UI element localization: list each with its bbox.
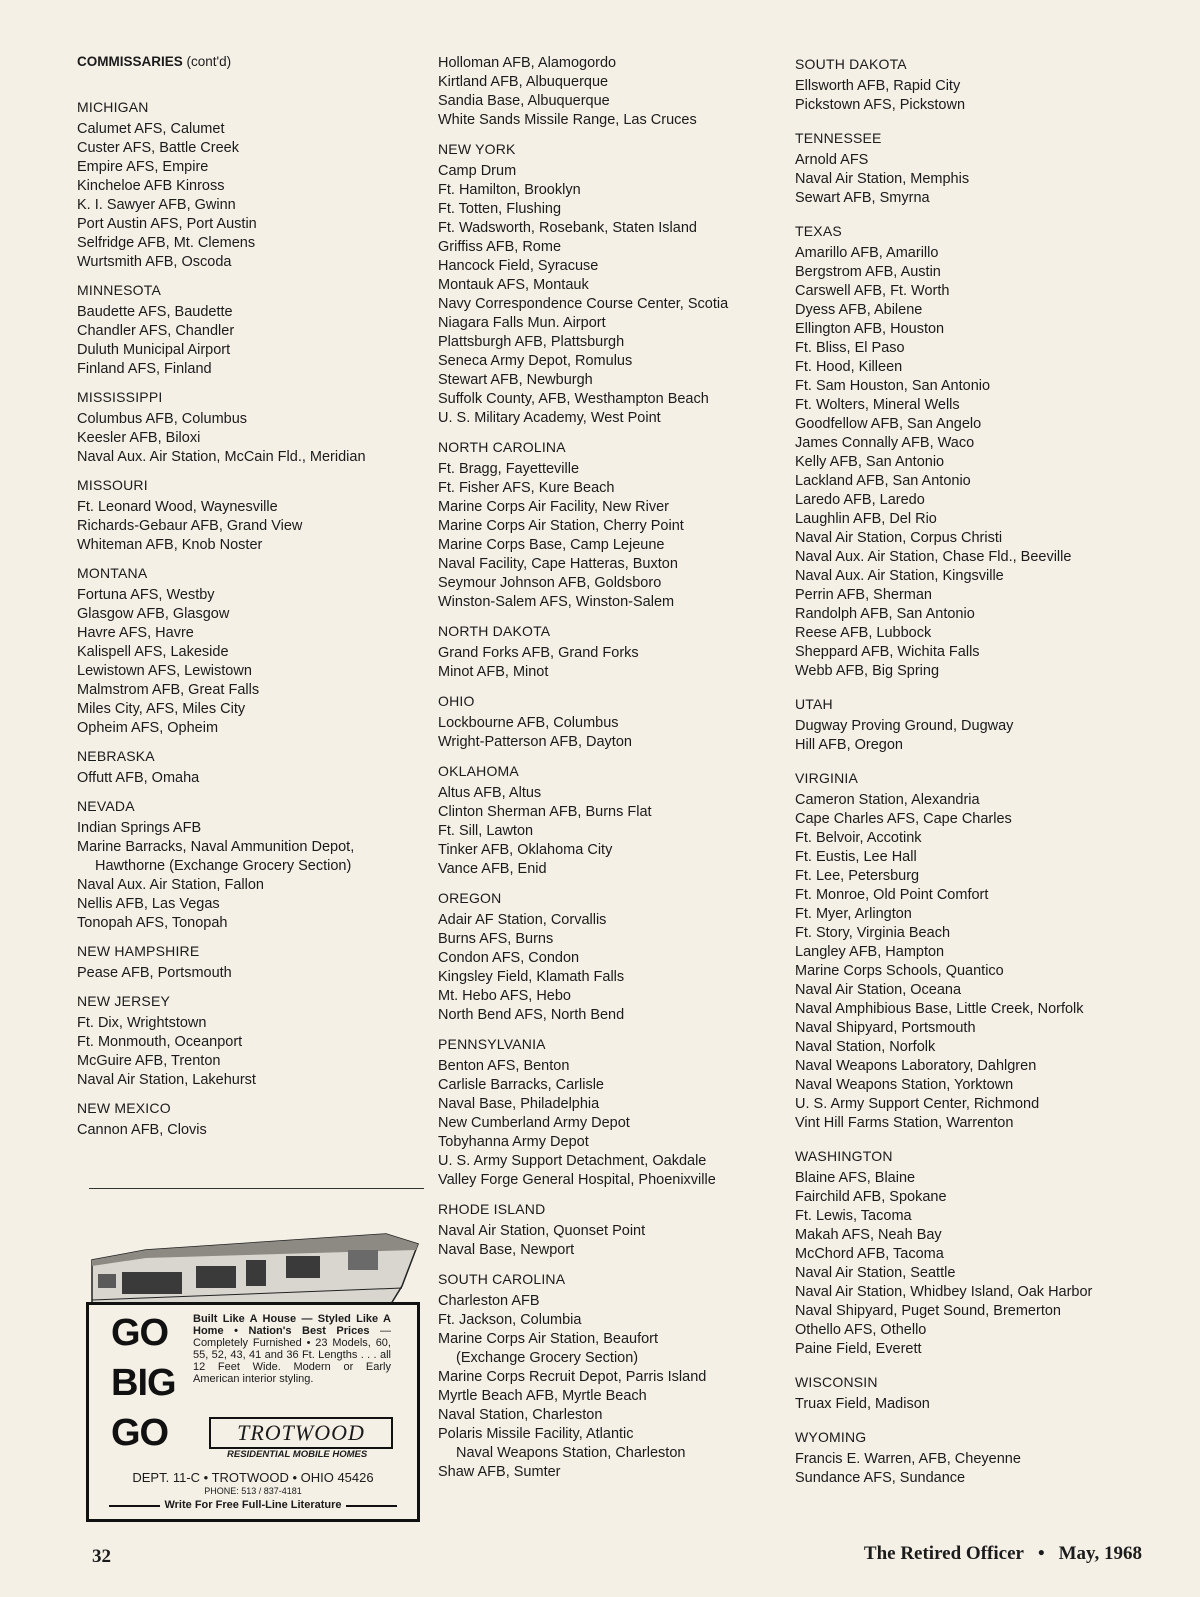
commissary-entry: Charleston AFB: [438, 1293, 540, 1309]
page-title-text: COMMISSARIES: [77, 54, 183, 69]
state-section: [438, 437, 783, 612]
publication-name: The Retired Officer: [863, 1543, 1024, 1564]
commissary-entry: Marine Corps Air Station, Beaufort: [438, 1331, 659, 1347]
state-section: [795, 1427, 1180, 1488]
commissary-entry: Perrin AFB, Sherman: [795, 587, 932, 603]
brand-subtitle: RESIDENTIAL MOBILE HOMES: [227, 1449, 368, 1460]
commissary-entry: Sheppard AFB, Wichita Falls: [795, 644, 980, 660]
brand-name: TROTWOOD: [209, 1417, 393, 1449]
commissary-entry: North Bend AFS, North Bend: [438, 1007, 625, 1023]
commissary-entry: U. S. Army Support Detachment, Oakdale: [438, 1153, 707, 1169]
commissary-entry: Ft. Leonard Wood, Waynesville: [77, 499, 278, 515]
commissary-entry: Suffolk County, AFB, Westhampton Beach: [438, 391, 709, 407]
commissary-entry: Truax Field, Madison: [795, 1396, 930, 1412]
commissary-entry: Stewart AFB, Newburgh: [438, 372, 593, 388]
commissary-entry: Keesler AFB, Biloxi: [77, 430, 201, 446]
commissary-entry: Benton AFS, Benton: [438, 1058, 570, 1074]
commissary-entry: Kelly AFB, San Antonio: [795, 454, 945, 470]
state-section: [77, 280, 422, 379]
publication-footer: [864, 1543, 1142, 1565]
commissary-entry: McChord AFB, Tacoma: [795, 1246, 944, 1262]
state-section: [438, 1199, 783, 1260]
commissary-entry: Tonopah AFS, Tonopah: [77, 915, 228, 931]
commissary-entry: McGuire AFB, Trenton: [77, 1053, 221, 1069]
state-section: [795, 768, 1180, 1133]
state-section: [77, 796, 422, 933]
column-2: [438, 54, 783, 1491]
commissary-entry: Columbus AFB, Columbus: [77, 411, 248, 427]
commissary-entry: Marine Corps Air Station, Cherry Point: [438, 518, 684, 534]
commissary-entry: Hancock Field, Syracuse: [438, 258, 599, 274]
commissary-entry: Kincheloe AFB Kinross: [77, 178, 225, 194]
commissary-entry: Clinton Sherman AFB, Burns Flat: [438, 804, 652, 820]
commissary-entry: Paine Field, Everett: [795, 1341, 922, 1357]
state-heading: WASHINGTON: [795, 1148, 893, 1164]
commissary-entry: James Connally AFB, Waco: [795, 435, 975, 451]
commissary-entry: Polaris Missile Facility, Atlantic: [438, 1426, 634, 1442]
commissary-entry: Ft. Dix, Wrightstown: [77, 1015, 207, 1031]
state-heading: NEBRASKA: [77, 748, 155, 764]
state-heading: PENNSYLVANIA: [438, 1036, 546, 1052]
trotwood-advertisement: [86, 1220, 426, 1526]
state-section: [438, 621, 783, 682]
state-heading: OREGON: [438, 890, 502, 906]
state-section: [438, 888, 783, 1025]
state-heading: NORTH DAKOTA: [438, 623, 551, 639]
commissary-entry: Marine Corps Air Facility, New River: [438, 499, 669, 515]
commissary-entry: Sewart AFB, Smyrna: [795, 190, 930, 206]
commissary-entry: New Cumberland Army Depot: [438, 1115, 630, 1131]
commissary-entry: Miles City, AFS, Miles City: [77, 701, 246, 717]
commissary-entry: Minot AFB, Minot: [438, 664, 549, 680]
commissary-entry: Offutt AFB, Omaha: [77, 770, 200, 786]
commissary-entry: Calumet AFS, Calumet: [77, 121, 225, 137]
commissary-entry: Tinker AFB, Oklahoma City: [438, 842, 613, 858]
commissary-entry: Griffiss AFB, Rome: [438, 239, 562, 255]
commissary-entry: Camp Drum: [438, 163, 517, 179]
commissary-entry: Altus AFB, Altus: [438, 785, 542, 801]
commissary-entry: Ft. Totten, Flushing: [438, 201, 562, 217]
commissary-entry: Niagara Falls Mun. Airport: [438, 315, 606, 331]
commissary-entry: White Sands Missile Range, Las Cruces: [438, 112, 697, 128]
state-heading: MISSOURI: [77, 477, 148, 493]
commissary-entry: Amarillo AFB, Amarillo: [795, 245, 939, 261]
commissary-entry: Condon AFS, Condon: [438, 950, 580, 966]
commissary-entry: Lackland AFB, San Antonio: [795, 473, 971, 489]
state-heading: OHIO: [438, 693, 475, 709]
commissary-entry: Ft. Myer, Arlington: [795, 906, 912, 922]
commissary-entry: Carlisle Barracks, Carlisle: [438, 1077, 604, 1093]
state-section: [77, 475, 422, 555]
state-heading: NORTH CAROLINA: [438, 439, 566, 455]
commissary-entry: Glasgow AFB, Glasgow: [77, 606, 230, 622]
advertisement-box: [86, 1302, 420, 1522]
commissary-entry: Marine Corps Recruit Depot, Parris Island: [438, 1369, 707, 1385]
commissary-entry: Plattsburgh AFB, Plattsburgh: [438, 334, 625, 350]
state-heading: SOUTH CAROLINA: [438, 1271, 566, 1287]
commissary-entry: U. S. Military Academy, West Point: [438, 410, 661, 426]
state-heading: TENNESSEE: [795, 130, 882, 146]
column-3: [795, 54, 1180, 1501]
commissary-entry: Ft. Monroe, Old Point Comfort: [795, 887, 989, 903]
commissary-entry: Dyess AFB, Abilene: [795, 302, 923, 318]
commissary-entry: Duluth Municipal Airport: [77, 342, 231, 358]
commissary-entry: Laughlin AFB, Del Rio: [795, 511, 937, 527]
commissary-entry: Makah AFS, Neah Bay: [795, 1227, 942, 1243]
state-heading: RHODE ISLAND: [438, 1201, 546, 1217]
publication-date: May, 1968: [1058, 1543, 1142, 1564]
commissary-entry: Lockbourne AFB, Columbus: [438, 715, 619, 731]
ad-copy: [193, 1313, 391, 1385]
commissary-entry: Goodfellow AFB, San Angelo: [795, 416, 982, 432]
divider-rule: [89, 1188, 424, 1189]
state-heading: VIRGINIA: [795, 770, 859, 786]
state-heading: UTAH: [795, 696, 833, 712]
commissary-entry: Holloman AFB, Alamogordo: [438, 55, 617, 71]
commissary-entry: Ft. Lee, Petersburg: [795, 868, 920, 884]
commissary-entry: Randolph AFB, San Antonio: [795, 606, 975, 622]
commissary-entry: Seymour Johnson AFB, Goldsboro: [438, 575, 662, 591]
commissary-entry: Kalispell AFS, Lakeside: [77, 644, 229, 660]
state-heading: SOUTH DAKOTA: [795, 56, 907, 72]
state-section: [77, 387, 422, 467]
commissary-entry: Naval Weapons Laboratory, Dahlgren: [795, 1058, 1037, 1074]
commissary-entry: Ft. Wadsworth, Rosebank, Staten Island: [438, 220, 697, 236]
commissary-entry: Naval Station, Norfolk: [795, 1039, 936, 1055]
ad-copy-body: — Completely Furnished • 23 Models, 60, 55, 52, 43, 41 and 36 Ft. Lengths . . . all 12 Feet Wide. Modern or Early American interior styling.: [193, 1325, 391, 1385]
commissary-entry: Naval Air Station, Lakehurst: [77, 1072, 256, 1088]
commissary-entry: Ellsworth AFB, Rapid City: [795, 78, 961, 94]
commissary-entry: Kirtland AFB, Albuquerque: [438, 74, 609, 90]
column-1-sections: [77, 97, 422, 1140]
commissary-entry: Selfridge AFB, Mt. Clemens: [77, 235, 256, 251]
commissary-entry: Naval Base, Newport: [438, 1242, 575, 1258]
page-title: [77, 54, 422, 69]
commissary-entry: Valley Forge General Hospital, Phoenixville: [438, 1172, 716, 1188]
commissary-entry: Naval Base, Philadelphia: [438, 1096, 600, 1112]
commissary-entry: Ft. Bragg, Fayetteville: [438, 461, 580, 477]
commissary-entry: Pickstown AFS, Pickstown: [795, 97, 966, 113]
commissary-entry: Cannon AFB, Clovis: [77, 1122, 207, 1138]
state-heading: OKLAHOMA: [438, 763, 519, 779]
column-2-sections: [438, 54, 783, 1482]
commissary-entry: Naval Aux. Air Station, McCain Fld., Meridian: [77, 449, 366, 465]
commissary-entry: Ft. Monmouth, Oceanport: [77, 1034, 243, 1050]
commissary-entry: Naval Aux. Air Station, Fallon: [77, 877, 264, 893]
commissary-entry: Naval Weapons Station, Charleston: [456, 1445, 686, 1461]
commissary-entry: U. S. Army Support Center, Richmond: [795, 1096, 1040, 1112]
commissary-entry: Ft. Hamilton, Brooklyn: [438, 182, 581, 198]
commissary-entry: Fairchild AFB, Spokane: [795, 1189, 947, 1205]
commissary-entry: Tobyhanna Army Depot: [438, 1134, 589, 1150]
commissary-entry: Ft. Lewis, Tacoma: [795, 1208, 912, 1224]
commissary-entry: Arnold AFS: [795, 152, 869, 168]
commissary-entry: Naval Air Station, Seattle: [795, 1265, 956, 1281]
commissary-entry: Adair AF Station, Corvallis: [438, 912, 607, 928]
state-section: [795, 1146, 1180, 1359]
state-heading: MINNESOTA: [77, 282, 161, 298]
state-heading: NEW YORK: [438, 141, 516, 157]
state-section: [77, 746, 422, 788]
commissary-entry: Naval Air Station, Quonset Point: [438, 1223, 646, 1239]
commissary-entry: Myrtle Beach AFB, Myrtle Beach: [438, 1388, 647, 1404]
state-heading: MICHIGAN: [77, 99, 149, 115]
commissary-entry: Ft. Hood, Killeen: [795, 359, 903, 375]
state-section: [77, 97, 422, 272]
ad-write-text: Write For Free Full-Line Literature: [160, 1499, 345, 1511]
state-heading: MONTANA: [77, 565, 148, 581]
commissary-entry: Port Austin AFS, Port Austin: [77, 216, 257, 232]
commissary-entry: Langley AFB, Hampton: [795, 944, 945, 960]
commissary-entry: Ft. Eustis, Lee Hall: [795, 849, 917, 865]
commissary-entry: Carswell AFB, Ft. Worth: [795, 283, 950, 299]
commissary-entry: Naval Air Station, Oceana: [795, 982, 962, 998]
state-section: [438, 54, 783, 130]
ad-write: [89, 1499, 417, 1511]
commissary-entry: Ft. Belvoir, Accotink: [795, 830, 922, 846]
page-title-cont: (cont'd): [186, 54, 232, 69]
commissary-entry: Grand Forks AFB, Grand Forks: [438, 645, 639, 661]
commissary-entry: Whiteman AFB, Knob Noster: [77, 537, 263, 553]
footer-bullet-icon: •: [1037, 1543, 1045, 1564]
column-3-sections: [795, 54, 1180, 1488]
state-section: [77, 991, 422, 1090]
commissary-entry: Shaw AFB, Sumter: [438, 1464, 561, 1480]
commissary-entry: Ft. Story, Virginia Beach: [795, 925, 951, 941]
commissary-entry: Ft. Bliss, El Paso: [795, 340, 905, 356]
commissary-entry: Richards-Gebaur AFB, Grand View: [77, 518, 303, 534]
commissary-entry: Ellington AFB, Houston: [795, 321, 945, 337]
state-heading: NEW JERSEY: [77, 993, 171, 1009]
commissary-entry: Ft. Sam Houston, San Antonio: [795, 378, 991, 394]
page-number: 32: [92, 1546, 111, 1567]
commissary-entry: (Exchange Grocery Section): [456, 1350, 639, 1366]
commissary-entry: Chandler AFS, Chandler: [77, 323, 235, 339]
commissary-entry: Othello AFS, Othello: [795, 1322, 927, 1338]
commissary-entry: Ft. Wolters, Mineral Wells: [795, 397, 960, 413]
commissary-entry: Laredo AFB, Laredo: [795, 492, 925, 508]
state-section: [77, 941, 422, 983]
commissary-entry: Naval Amphibious Base, Little Creek, Norfolk: [795, 1001, 1084, 1017]
commissary-entry: Naval Air Station, Corpus Christi: [795, 530, 1003, 546]
state-heading: WISCONSIN: [795, 1374, 878, 1390]
commissary-entry: Malmstrom AFB, Great Falls: [77, 682, 260, 698]
ad-address: DEPT. 11-C • TROTWOOD • OHIO 45426: [132, 1470, 374, 1485]
commissary-entry: Naval Shipyard, Portsmouth: [795, 1020, 976, 1036]
commissary-entry: Ft. Fisher AFS, Kure Beach: [438, 480, 615, 496]
commissary-entry: Indian Springs AFB: [77, 820, 202, 836]
commissary-entry: Naval Air Station, Whidbey Island, Oak Harbor: [795, 1284, 1093, 1300]
commissary-entry: Havre AFS, Havre: [77, 625, 194, 641]
commissary-entry: Burns AFS, Burns: [438, 931, 554, 947]
commissary-entry: Navy Correspondence Course Center, Scotia: [438, 296, 729, 312]
state-heading: NEVADA: [77, 798, 135, 814]
state-section: [795, 54, 1180, 115]
commissary-entry: Marine Barracks, Naval Ammunition Depot,: [77, 839, 355, 855]
commissary-entry: Naval Shipyard, Puget Sound, Bremerton: [795, 1303, 1061, 1319]
commissary-entry: Wurtsmith AFB, Oscoda: [77, 254, 232, 270]
commissary-entry: Ft. Jackson, Columbia: [438, 1312, 582, 1328]
state-section: [795, 128, 1180, 208]
state-section: [795, 221, 1180, 681]
state-section: [77, 1098, 422, 1140]
state-section: [795, 1372, 1180, 1414]
column-1: [77, 54, 422, 1148]
ad-copy-headline: Built Like A House — Styled Like A Home • Nation's Best Prices: [193, 1313, 391, 1337]
commissary-entry: Mt. Hebo AFS, Hebo: [438, 988, 571, 1004]
state-heading: WYOMING: [795, 1429, 867, 1445]
state-heading: NEW MEXICO: [77, 1100, 171, 1116]
commissary-entry: Opheim AFS, Opheim: [77, 720, 219, 736]
commissary-entry: Dugway Proving Ground, Dugway: [795, 718, 1014, 734]
state-section: [438, 761, 783, 879]
state-section: [795, 694, 1180, 755]
trotwood-logo: [193, 1415, 393, 1461]
commissary-entry: Bergstrom AFB, Austin: [795, 264, 941, 280]
state-heading: MISSISSIPPI: [77, 389, 163, 405]
state-section: [77, 563, 422, 738]
ad-phone: PHONE: 513 / 837-4181: [204, 1486, 302, 1496]
commissary-entry: Vint Hill Farms Station, Warrenton: [795, 1115, 1014, 1131]
commissary-entry: Finland AFS, Finland: [77, 361, 212, 377]
commissary-entry: Naval Aux. Air Station, Chase Fld., Beeville: [795, 549, 1072, 565]
commissary-entry: Nellis AFB, Las Vegas: [77, 896, 220, 912]
state-section: [438, 1034, 783, 1190]
commissary-entry: Francis E. Warren, AFB, Cheyenne: [795, 1451, 1021, 1467]
ad-go-bottom: GO: [111, 1412, 169, 1454]
commissary-entry: Custer AFS, Battle Creek: [77, 140, 239, 156]
commissary-entry: Naval Air Station, Memphis: [795, 171, 970, 187]
commissary-entry: Reese AFB, Lubbock: [795, 625, 932, 641]
mobile-home-illustration: [86, 1220, 426, 1312]
commissary-entry: Sandia Base, Albuquerque: [438, 93, 610, 109]
commissary-entry: Pease AFB, Portsmouth: [77, 965, 232, 981]
commissary-entry: Winston-Salem AFS, Winston-Salem: [438, 594, 675, 610]
state-heading: NEW HAMPSHIRE: [77, 943, 200, 959]
commissary-entry: Marine Corps Schools, Quantico: [795, 963, 1004, 979]
commissary-entry: Cape Charles AFS, Cape Charles: [795, 811, 1012, 827]
commissary-entry: Naval Facility, Cape Hatteras, Buxton: [438, 556, 678, 572]
state-section: [438, 139, 783, 428]
ad-big: BIG: [111, 1362, 176, 1404]
commissary-entry: Baudette AFS, Baudette: [77, 304, 233, 320]
commissary-entry: Sundance AFS, Sundance: [795, 1470, 966, 1486]
commissary-entry: Naval Aux. Air Station, Kingsville: [795, 568, 1004, 584]
state-section: [438, 1269, 783, 1482]
commissary-entry: Naval Station, Charleston: [438, 1407, 603, 1423]
state-section: [438, 691, 783, 752]
commissary-entry: Seneca Army Depot, Romulus: [438, 353, 633, 369]
commissary-entry: Hawthorne (Exchange Grocery Section): [95, 858, 352, 874]
commissary-entry: Vance AFB, Enid: [438, 861, 547, 877]
commissary-entry: Wright-Patterson AFB, Dayton: [438, 734, 632, 750]
commissary-entry: K. I. Sawyer AFB, Gwinn: [77, 197, 236, 213]
commissary-entry: Blaine AFS, Blaine: [795, 1170, 916, 1186]
commissary-entry: Empire AFS, Empire: [77, 159, 209, 175]
commissary-entry: Hill AFB, Oregon: [795, 737, 903, 753]
commissary-entry: Ft. Sill, Lawton: [438, 823, 534, 839]
commissary-entry: Webb AFB, Big Spring: [795, 663, 940, 679]
commissary-entry: Lewistown AFS, Lewistown: [77, 663, 252, 679]
state-heading: TEXAS: [795, 223, 842, 239]
commissary-entry: Montauk AFS, Montauk: [438, 277, 589, 293]
commissary-entry: Cameron Station, Alexandria: [795, 792, 980, 808]
commissary-entry: Naval Weapons Station, Yorktown: [795, 1077, 1014, 1093]
commissary-entry: Fortuna AFS, Westby: [77, 587, 215, 603]
ad-go-top: GO: [111, 1312, 169, 1354]
commissary-entry: Kingsley Field, Klamath Falls: [438, 969, 625, 985]
commissary-entry: Marine Corps Base, Camp Lejeune: [438, 537, 665, 553]
